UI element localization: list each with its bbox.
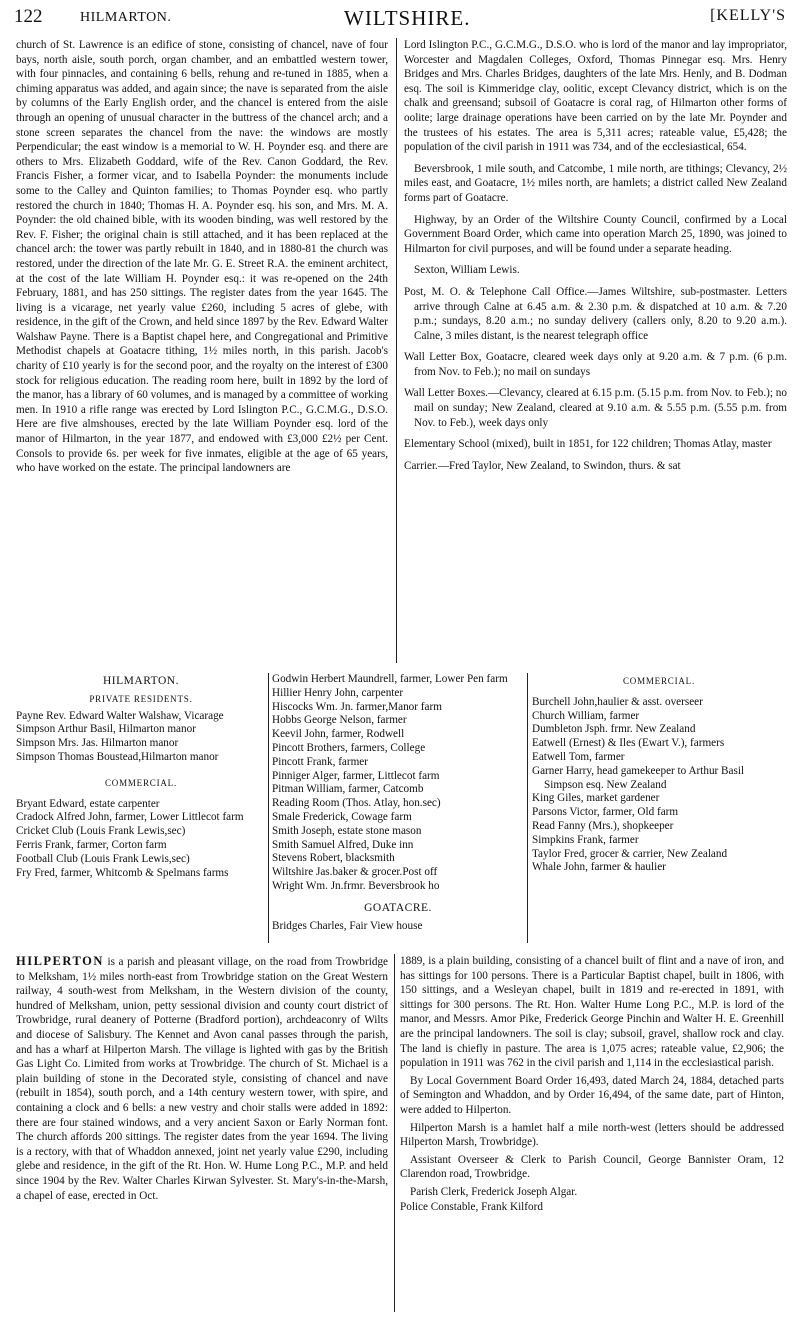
directory-entry: Simpkins Frank, farmer: [532, 833, 639, 846]
directory-entry: Reading Room (Thos. Atlay, hon.sec): [272, 797, 441, 810]
directory-entry: Football Club (Louis Frank Lewis,sec): [16, 852, 190, 865]
paragraph: Highway, by an Order of the Wiltshire County Council, confirmed by a Local Government Board Order, which came into operation March 25, 1890, was joined to Hilmarton for civil purposes, and will be found under a separate heading.: [404, 213, 787, 255]
directory-entry: Cradock Alfred John, farmer, Lower Littlecot farm: [16, 811, 244, 824]
directory-heading: GOATACRE.: [364, 901, 432, 914]
paragraph: Lord Islington P.C., G.C.M.G., D.S.O. who is lord of the manor and lay impropriator, Worcester and Magdalen Colleges, Oxford, Thomas Pinnegar esq. Mrs. Henry Bridges and Mrs. Charles Bridges, daughters of the late Mrs. Henly, and B. Dodman esq. The soil is Kimmeridge clay, oolitic, except Clevancy district, which is on the chalk and greensand; subsoil of Goatacre is coral rag, of Hilmarton other forms of oolite; large drainage operations have been carried on by the late Mr. Poynder and the trustees of his estates. The area is 5,311 acres; rateable value, £5,428; the population of the civil parish in 1911 was 734, and of the ecclesiastical, 654.: [404, 39, 787, 154]
directory-entry: Eatwell (Ernest) & Iles (Ewart V.), farmers: [532, 737, 725, 750]
directory-entry: Burchell John,haulier & asst. overseer: [532, 695, 703, 708]
directory-entry: Keevil John, farmer, Rodwell: [272, 728, 405, 741]
hilperton-description-right: [400, 954, 784, 1214]
directory-entry: Fry Fred, farmer, Whitcomb & Spelmans farms: [16, 866, 229, 879]
directory-entry: Wright Wm. Jn.frmr. Beversbrook ho: [272, 879, 440, 892]
directory-entry: Parsons Victor, farmer, Old farm: [532, 806, 679, 819]
paragraph: Hilperton Marsh is a hamlet half a mile north-west (letters should be addressed Hilperton Marsh, Trowbridge).: [400, 1121, 784, 1149]
place-name-lead: HILPERTON: [16, 954, 104, 968]
directory-column-2: [272, 673, 524, 933]
paragraph: Wall Letter Boxes.—Clevancy, cleared at 6.15 p.m. (5.15 p.m. from Nov. to Feb.); no mail on sunday; New Zealand, cleared at 9.10 a.m. & 5.55 p.m. (5.55 p.m. from Nov. to Feb.), week days only: [404, 387, 787, 429]
directory-entry: Smith Samuel Alfred, Duke inn: [272, 838, 414, 851]
hilmarton-description-right: [404, 38, 787, 473]
hilmarton-description-left: [16, 38, 388, 663]
directory-entry: Cricket Club (Louis Frank Lewis,sec): [16, 825, 186, 838]
directory-entry: Pitman William, farmer, Catcomb: [272, 783, 424, 796]
directory-entry: Pincott Frank, farmer: [272, 755, 369, 768]
paragraph: By Local Government Board Order 16,493, dated March 24, 1884, detached parts of Semington and Whaddon, and by Order 16,494, of the same date, part of Hinton, were added to Hilperton.: [400, 1074, 784, 1116]
directory-entry: Smith Joseph, estate stone mason: [272, 824, 422, 837]
hilperton-description-left: [16, 954, 388, 1203]
paragraph: Police Constable, Frank Kilford: [400, 1200, 543, 1213]
directory-entry: Bryant Edward, estate carpenter: [16, 797, 160, 810]
paragraph: Beversbrook, 1 mile south, and Catcombe, 1 mile north, are tithings; Clevancy, 2½ miles east, and Goatacre, 1½ miles north, are hamlets; a district called New Zealand forms part of Goatacre.: [404, 162, 787, 204]
directory-entry: Garner Harry, head gamekeeper to Arthur Basil Simpson esq. New Zealand: [532, 764, 745, 791]
section-subheading: COMMERCIAL.: [104, 777, 178, 788]
directory-entry: Godwin Herbert Maundrell, farmer, Lower Pen farm: [272, 673, 508, 685]
paragraph: church of St. Lawrence is an edifice of stone, consisting of chancel, nave of four bays, north aisle, south porch, organ chamber, and an embattled western tower, with four pinnacles, and containing 6 bells, rehung and re-tuned in 1885, when a chiming apparatus was added, and again since; the nave is separated from the aisle by columns of the Early English order, and the chancel is entered from the aisle through an opening of unusual character in the buttress of the chancel arch; and a stone screen separates the chancel from the nave: the windows are mostly Perpendicular; the east window is a memorial to W. H. Poynder esq. and there are others to Mrs. Elizabeth Goddard, wife of the Rev. Canon Goddard, the Rev. Francis Fisher, a former vicar, and to Isabella Poynder: the monuments include some to the Calley and Quinton families; to Thomas Poynder esq. who partly restored the church in 1840; Thomas H. A. Poynder esq. his son, and Mrs. M. A. Poynder: the old chained bible, with its wooden binding, was well restored by the Rev. F. Fisher; the original chain is still attached, and it has been replaced at the chancel arch: the tower was partly rebuilt in 1840, and in 1880-81 the church was restored, under the direction of the late Mr. G. E. Street R.A. the eminent architect, at the cost of the late William H. Poynder esq.: it was re-opened on the 24th February, 1881, and has 250 sittings. The register dates from the year 1645. The living is a vicarage, net yearly value £260, including 5 acres of glebe, with residence, in the gift of the Crown, and held since 1897 by the Rev. Edward Walter Walshaw Payne. There is a Baptist chapel here, and Congregational and Primitive Methodist chapels at Goatacre tithing, 1½ miles north, in this parish. Jacob's charity of £10 yearly is for the second poor, and the royalty on the interest of £300 stock for religious education. The reading room here, built in 1892 by the lord of the manor, has a library of 60 volumes, and is managed by a committee of working men. In 1910 a rifle range was erected by Lord Islington P.C., G.C.M.G., D.S.O. Here are five almshouses, erected by the late William Poynder esq. lord of the manor of Hilmarton, in the year 1877, and endowed with £3,000 £2½ per Cent. Consols to provide 6s. per week for five inmates, eligible at the age of 65 years, who have worked on the estate. The principal landowners are: [16, 39, 388, 475]
column-divider: [396, 38, 397, 663]
paragraph: 1889, is a plain building, consisting of a chancel built of flint and a nave of iron, and has sittings for 100 persons. There is a Particular Baptist chapel, built in 1806, with 150 sittings, and a Wesleyan chapel, built in 1819 and re-erected in 1891, with sittings for 300 persons. The Rt. Hon. Walter Hume Long P.C., M.P. is lord of the manor, and Messrs. Amor Pike, Frederick George Pinchin and Walter H. E. Greenhill are the principal landowners. The soil is clay; subsoil, gravel, shallow rock and clay. The land is chiefly in pasture. The area is 1,075 acres; rateable value, £2,906; the population in 1911 was 762 in the civil parish and 1,114 in the ecclesiastical parish.: [400, 955, 784, 1070]
directory-entry: Smale Frederick, Cowage farm: [272, 810, 412, 823]
directory-entry: Dumbleton Jsph. frmr. New Zealand: [532, 723, 696, 736]
column-divider: [268, 673, 269, 943]
paragraph: Carrier.—Fred Taylor, New Zealand, to Swindon, thurs. & sat: [404, 459, 681, 472]
column-divider: [394, 954, 395, 1312]
paragraph: Elementary School (mixed), built in 1851, for 122 children; Thomas Atlay, master: [404, 438, 772, 451]
paragraph: [16, 954, 388, 1203]
page-number: 122: [14, 6, 43, 27]
paragraph: Post, M. O. & Telephone Call Office.—James Wiltshire, sub-postmaster. Letters arrive through Calne at 6.45 a.m. & 2.30 p.m. & dispatched at 10 a.m. & 7.20 p.m.; sundays, 8.20 a.m.; no sunday delivery (callers only, 8.20 to 9.20 a.m.). Calne, 3 miles distant, is the nearest telegraph office: [404, 285, 787, 342]
directory-entry: Pincott Brothers, farmers, College: [272, 741, 426, 754]
directory-entry: Payne Rev. Edward Walter Walshaw, Vicarage: [16, 709, 224, 722]
paragraph: Parish Clerk, Frederick Joseph Algar.: [410, 1185, 578, 1198]
directory-entry: Hobbs George Nelson, farmer: [272, 714, 407, 727]
section-subheading: PRIVATE RESIDENTS.: [89, 693, 193, 704]
directory-entry: Simpson Mrs. Jas. Hilmarton manor: [16, 737, 179, 750]
paragraph: Wall Letter Box, Goatacre, cleared week days only at 9.20 a.m. & 7 p.m. (6 p.m. from Nov. to Feb.); no mail on sundays: [404, 351, 787, 378]
directory-column-1: [16, 673, 266, 880]
directory-entry: Read Fanny (Mrs.), shopkeeper: [532, 819, 674, 832]
directory-entry: Ferris Frank, farmer, Corton farm: [16, 838, 167, 851]
directory-heading: HILMARTON.: [103, 675, 179, 687]
directory-entry: Taylor Fred, grocer & carrier, New Zealand: [532, 847, 728, 860]
directory-entry: King Giles, market gardener: [532, 792, 660, 805]
column-divider: [527, 673, 528, 943]
directory-entry: Simpson Thomas Boustead,Hilmarton manor: [16, 750, 219, 763]
page-header: [14, 6, 786, 32]
section-subheading: COMMERCIAL.: [622, 676, 696, 686]
directory-entry: Bridges Charles, Fair View house: [272, 919, 423, 932]
paragraph-text: is a parish and pleasant village, on the road from Trowbridge to Melksham, 1½ miles north-east from Trowbridge station on the Great Western railway, 4 south-west from Melksham, in the Western division of the county, hundred of Melksham, union, petty sessional division and county court district of Trowbridge, rural deanery of Potterne (Bradford portion), archdeaconry of Wilts and diocese of Salisbury. The Kennet and Avon canal passes through the parish, and has a wharf at Hilperton Marsh. The village is lighted with gas by the British Gas Light Co. Limited from works at Trowbridge. The church of St. Michael is a plain building of stone in the Decorated style, consisting of chancel and nave (rebuilt in 1854), south porch, and a 14th century western tower, with spire, and containing a clock and 6 bells: a new vestry and choir stalls were added in 1892: there are four stained windows, and a very ancient Saxon or Early Norman font. The church affords 200 sittings. The register dates from the year 1694. The living is a rectory, with that of Whaddon annexed, joint net yearly value £290, including glebe and residence, in the gift of the Rt. Hon. W. Hume Long P.C., M.P. and held since 1904 by the Rev. Walter Charles Kirwan Sylvester. St. Mary's-in-the-Marsh, a chapel of ease, erected in Oct.: [16, 956, 389, 1202]
directory-entry: Simpson Arthur Basil, Hilmarton manor: [16, 723, 196, 736]
paragraph: Assistant Overseer & Clerk to Parish Council, George Bannister Oram, 12 Clarendon road, Trowbridge.: [400, 1153, 784, 1181]
paragraph: Sexton, William Lewis.: [414, 264, 520, 277]
running-head-place: HILMARTON.: [80, 10, 172, 25]
directory-column-3: [532, 673, 786, 875]
directory-entry: Whale John, farmer & haulier: [532, 861, 666, 874]
running-head-publisher: [KELLY'S: [710, 7, 786, 24]
running-head-county: WILTSHIRE.: [344, 6, 471, 30]
directory-entry: Hillier Henry John, carpenter: [272, 686, 404, 699]
directory-entry: Pinniger Alger, farmer, Littlecot farm: [272, 769, 440, 782]
directory-entry: Eatwell Tom, farmer: [532, 750, 625, 763]
directory-entry: Church William, farmer: [532, 709, 640, 722]
directory-entry: Wiltshire Jas.baker & grocer.Post off: [272, 866, 438, 879]
directory-entry: Stevens Robert, blacksmith: [272, 852, 395, 865]
directory-entry: Hiscocks Wm. Jn. farmer,Manor farm: [272, 700, 442, 713]
